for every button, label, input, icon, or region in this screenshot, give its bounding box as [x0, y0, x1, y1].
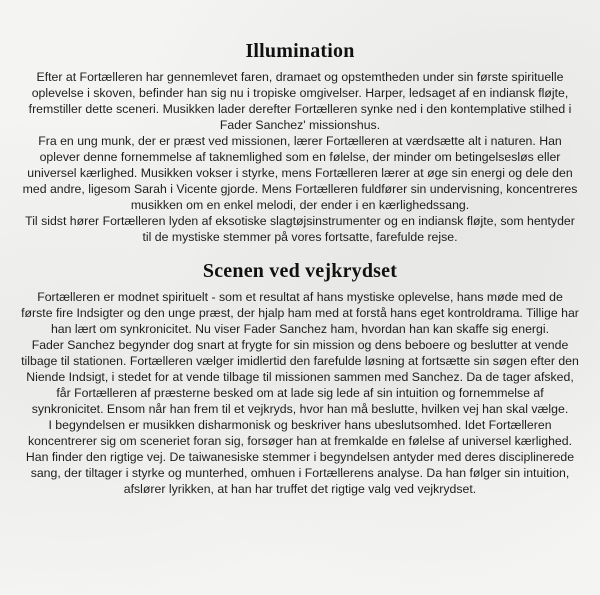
section-title: Illumination — [245, 40, 355, 62]
paragraph: Fortælleren er modnet spirituelt - som et resultat af hans mystiske oplevelse, hans møde med de første fire Indsigter og den unge præst, der hjalp ham med at forstå hans eget kontroldrama. Tillige har han lært om synkronicitet. Nu viser Fader Sanchez ham, hvordan han kan skaffe sig energi. — [21, 290, 579, 336]
section-title: Scenen ved vejkrydset — [202, 260, 398, 282]
paragraph: I begyndelsen er musikken disharmonisk og beskriver hans ubeslutsomhed. Idet Fortælleren koncentrerer sig om sceneriet foran sig, forsøger han at fremkalde en følelse af universel kærlighed. Han finder den rigtige vej. De taiwanesiske stemmer i begyndelsen antyder med deres disciplinerede sang, der tiltager i styrke og munterhed, omhuen i Fortællerens analyse. Da han følger sin intuition, afslører lyrikken, at han har truffet det rigtige valg ved vejkrydset. — [25, 418, 575, 496]
paragraph: Fra en ung munk, der er præst ved missionen, lærer Fortælleren at værdsætte alt i naturen. Han oplever denne fornemmelse af taknemlighed som en følelse, der minder om betingelsesløs eller universel kærlighed. Musikken vokser i styrke, mens Fortælleren lærer at øge sin energi og dele den med andre, ligesom Sarah i Vicente gjorde. Mens Fortælleren fuldfører sin undervisning, koncentreres musikken om en enkel melodi, der ender i en kærlighedssang. — [22, 134, 578, 212]
paragraph: Efter at Fortælleren har gennemlevet faren, dramaet og opstemtheden under sin første spirituelle oplevelse i skoven, befinder han sig nu i tropiske omgivelser. Harper, ledsaget af en indiansk fløjte, fremstiller dette sceneri. Musikken lader derefter Fortælleren synke ned i den kontemplative stilhed i Fader Sanchez' missionshus. — [28, 70, 572, 132]
section-scenen-ved-vejkrydset — [20, 260, 580, 497]
section-illumination — [20, 40, 580, 245]
paragraph: Til sidst hører Fortælleren lyden af eksotiske slagtøjsinstrumenter og en indiansk fløjte, som hentyder til de mystiske stemmer på vores fortsatte, farefulde rejse. — [25, 214, 575, 244]
paragraph: Fader Sanchez begynder dog snart at frygte for sin mission og dens beboere og beslutter at vende tilbage til stationen. Fortælleren vælger imidlertid den farefulde løsning at fortsætte sin søgen efter den Niende Indsigt, i stedet for at vende tilbage til missionen sammen med Sanchez. Da de tager afsked, får Fortælleren af præsterne besked om at lade sig lede af sin intuition og fornemmelse af synkronicitet. Ensom når han frem til et vejkryds, hvor han må beslutte, hvilken vej han skal vælge. — [21, 338, 579, 416]
